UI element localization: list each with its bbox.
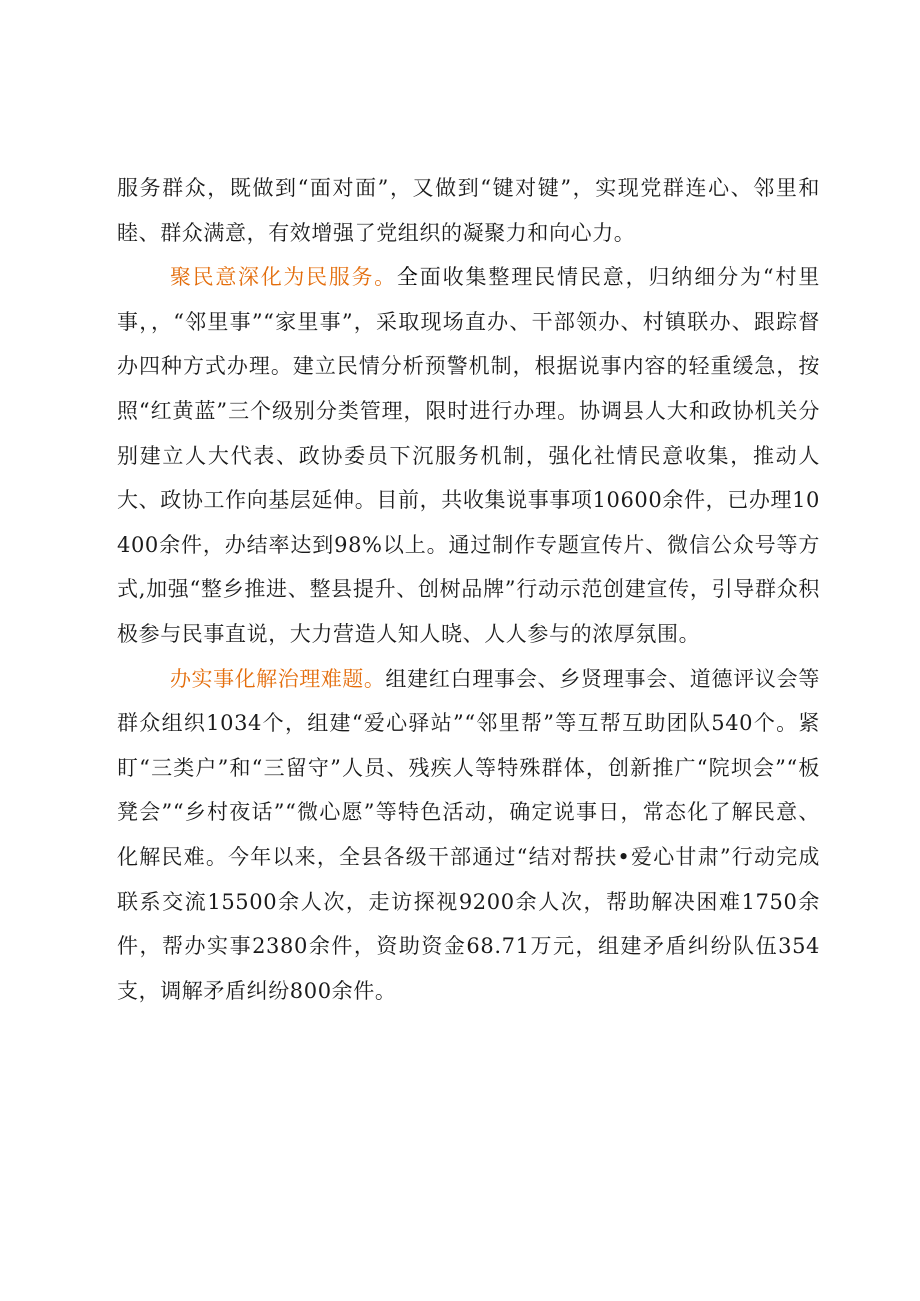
paragraph-2-lead: 全	[396, 265, 420, 290]
paragraph-2-text: 面收集整理民情民意，归纳细分为“村里事，，“邻里事”“家里事”，采取现场直办、干部领办、村镇联办、跟踪督办四种方式办理。建立民情分析预警机制，根据说事内容的轻重缓急，按照“红黄蓝”三个级别分类管理，限时进行办理。协调县人大和政协机关分别建立人大代表、政协委员下沉服务机制，强化社情民意收集，推动人大、政协工作向基层延伸。目前，共收集说事事项10600余件，已办理10400余件，办结率达到98%以上。通过制作专题宣传片、微信公众号等方式,加强“整乡推进、整县提升、创树品牌”行动示范创建宣传，引导群众积极参与民事直说，大力营造人知人晓、人人参与的浓厚氛围。	[117, 265, 820, 646]
paragraph-1	[117, 166, 820, 255]
paragraph-2-heading: 聚民意深化为民服务。	[170, 265, 397, 290]
document-body	[117, 166, 820, 1013]
paragraph-3	[117, 657, 820, 1014]
paragraph-3-text: 组建红白理事会、乡贤理事会、道德评议会等群众组织1034个，组建“爱心驿站”“邻里帮”等互帮互助团队540个。紧盯“三类户”和“三留守”人员、残疾人等特殊群体，创新推广“院坝会”“板凳会”“乡村夜话”“微心愿”等特色活动，确定说事日，常态化了解民意、化解民难。今年以来，全县各级干部通过“结对帮扶•爱心甘肃”行动完成联系交流15500余人次，走访探视9200余人次，帮助解决困难1750余件，帮办实事2380余件，资助资金68.71万元，组建矛盾纠纷队伍354支，调解矛盾纠纷800余件。	[117, 666, 821, 1003]
paragraph-3-heading: 办实事化解治理难题。	[170, 666, 386, 691]
paragraph-1-text: 服务群众，既做到“面对面”，又做到“键对键”，实现党群连心、邻里和睦、群众满意，有效增强了党组织的凝聚力和向心力。	[117, 176, 820, 245]
paragraph-2	[117, 255, 820, 656]
